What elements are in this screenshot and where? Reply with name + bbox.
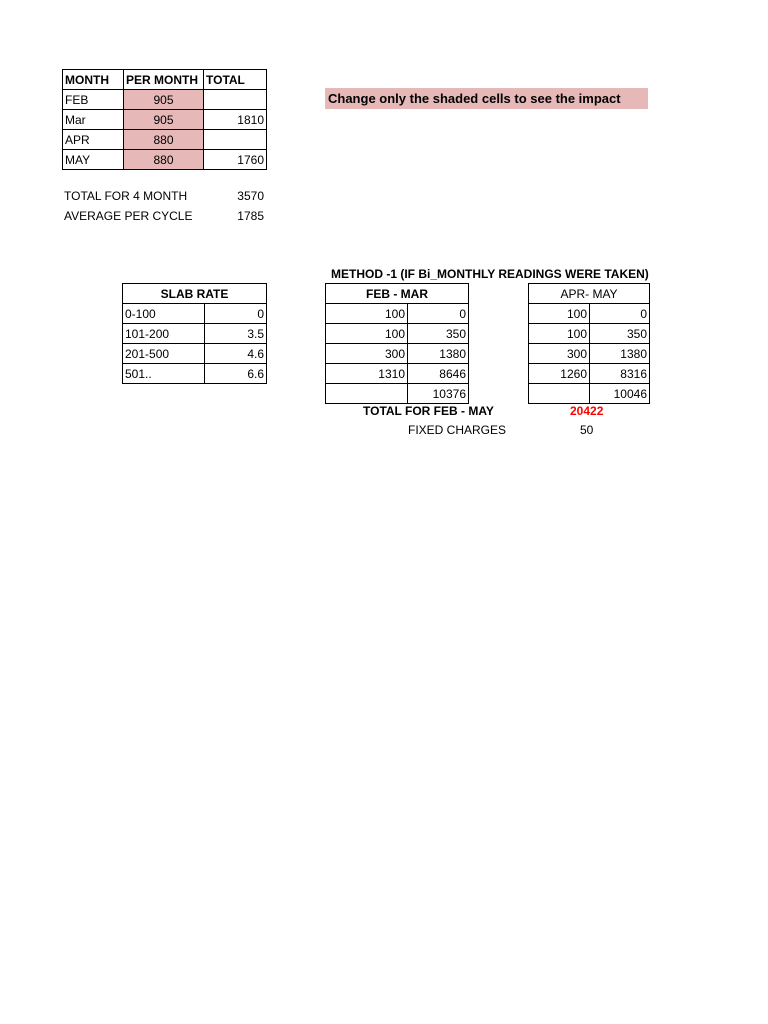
slab-rate-cell: 6.6 — [205, 364, 267, 384]
average-per-cycle-value: 1785 — [237, 209, 264, 223]
slab-range-cell: 201-500 — [123, 344, 205, 364]
slab-row — [123, 364, 267, 384]
amount-cell: 8316 — [590, 364, 650, 384]
total-cell — [204, 90, 267, 110]
apr-may-row — [529, 304, 650, 324]
month-header: MONTH — [63, 70, 124, 90]
amount-cell: 0 — [590, 304, 650, 324]
apr-may-row — [529, 364, 650, 384]
feb-mar-total-row — [326, 384, 469, 404]
total-cell: 1760 — [204, 150, 267, 170]
amount-cell: 1380 — [590, 344, 650, 364]
month-cell: FEB — [63, 90, 124, 110]
slab-row — [123, 324, 267, 344]
empty-cell — [326, 384, 408, 404]
amount-cell: 350 — [408, 324, 469, 344]
per-month-input-cell[interactable]: 905 — [124, 110, 204, 130]
amount-cell: 0 — [408, 304, 469, 324]
apr-may-table — [528, 283, 650, 404]
total-cell — [204, 130, 267, 150]
slab-rate-cell: 4.6 — [205, 344, 267, 364]
slab-header-row — [123, 284, 267, 304]
apr-may-row — [529, 324, 650, 344]
units-cell: 100 — [529, 324, 590, 344]
per-month-input-cell[interactable]: 880 — [124, 130, 204, 150]
total-header: TOTAL — [204, 70, 267, 90]
amount-cell: 1380 — [408, 344, 469, 364]
average-per-cycle-label: AVERAGE PER CYCLE — [64, 209, 193, 223]
apr-may-header: APR- MAY — [529, 284, 650, 304]
feb-mar-header-row — [326, 284, 469, 304]
grand-total-label: TOTAL FOR FEB - MAY — [363, 404, 494, 418]
empty-cell — [529, 384, 590, 404]
units-cell: 1310 — [326, 364, 408, 384]
slab-range-cell: 501.. — [123, 364, 205, 384]
month-cell: APR — [63, 130, 124, 150]
amount-cell: 350 — [590, 324, 650, 344]
total-cell: 1810 — [204, 110, 267, 130]
feb-mar-table — [325, 283, 469, 404]
slab-rate-table — [122, 283, 267, 384]
per-month-input-cell[interactable]: 880 — [124, 150, 204, 170]
feb-mar-row — [326, 304, 469, 324]
slab-row — [123, 304, 267, 324]
apr-may-row — [529, 344, 650, 364]
apr-may-total-row — [529, 384, 650, 404]
slab-row — [123, 344, 267, 364]
method-title: METHOD -1 (IF Bi_MONTHLY READINGS WERE TAKEN) — [331, 267, 649, 281]
fixed-charges-label: FIXED CHARGES — [408, 423, 507, 437]
month-cell: Mar — [63, 110, 124, 130]
slab-rate-cell: 3.5 — [205, 324, 267, 344]
per-month-input-cell[interactable]: 905 — [124, 90, 204, 110]
usage-header-row — [63, 70, 267, 90]
slab-rate-header: SLAB RATE — [123, 284, 267, 304]
per-month-header: PER MONTH — [124, 70, 204, 90]
usage-row-feb — [63, 90, 267, 110]
fixed-charges-value: 50 — [580, 423, 594, 437]
grand-total-value: 20422 — [570, 404, 604, 418]
units-cell: 100 — [326, 304, 408, 324]
feb-mar-row — [326, 364, 469, 384]
total-4-month-value: 3570 — [237, 189, 264, 203]
units-cell: 1260 — [529, 364, 590, 384]
units-cell: 300 — [529, 344, 590, 364]
apr-may-header-row — [529, 284, 650, 304]
usage-table — [62, 69, 267, 170]
apr-may-total: 10046 — [590, 384, 650, 404]
feb-mar-header: FEB - MAR — [326, 284, 469, 304]
feb-mar-row — [326, 344, 469, 364]
total-4-month-label: TOTAL FOR 4 MONTH — [64, 189, 188, 203]
units-cell: 300 — [326, 344, 408, 364]
feb-mar-row — [326, 324, 469, 344]
usage-row-apr — [63, 130, 267, 150]
amount-cell: 8646 — [408, 364, 469, 384]
month-cell: MAY — [63, 150, 124, 170]
slab-rate-cell: 0 — [205, 304, 267, 324]
feb-mar-total: 10376 — [408, 384, 469, 404]
usage-row-mar — [63, 110, 267, 130]
usage-row-may — [63, 150, 267, 170]
units-cell: 100 — [529, 304, 590, 324]
instruction-note: Change only the shaded cells to see the impact — [325, 88, 648, 109]
slab-range-cell: 101-200 — [123, 324, 205, 344]
slab-range-cell: 0-100 — [123, 304, 205, 324]
units-cell: 100 — [326, 324, 408, 344]
